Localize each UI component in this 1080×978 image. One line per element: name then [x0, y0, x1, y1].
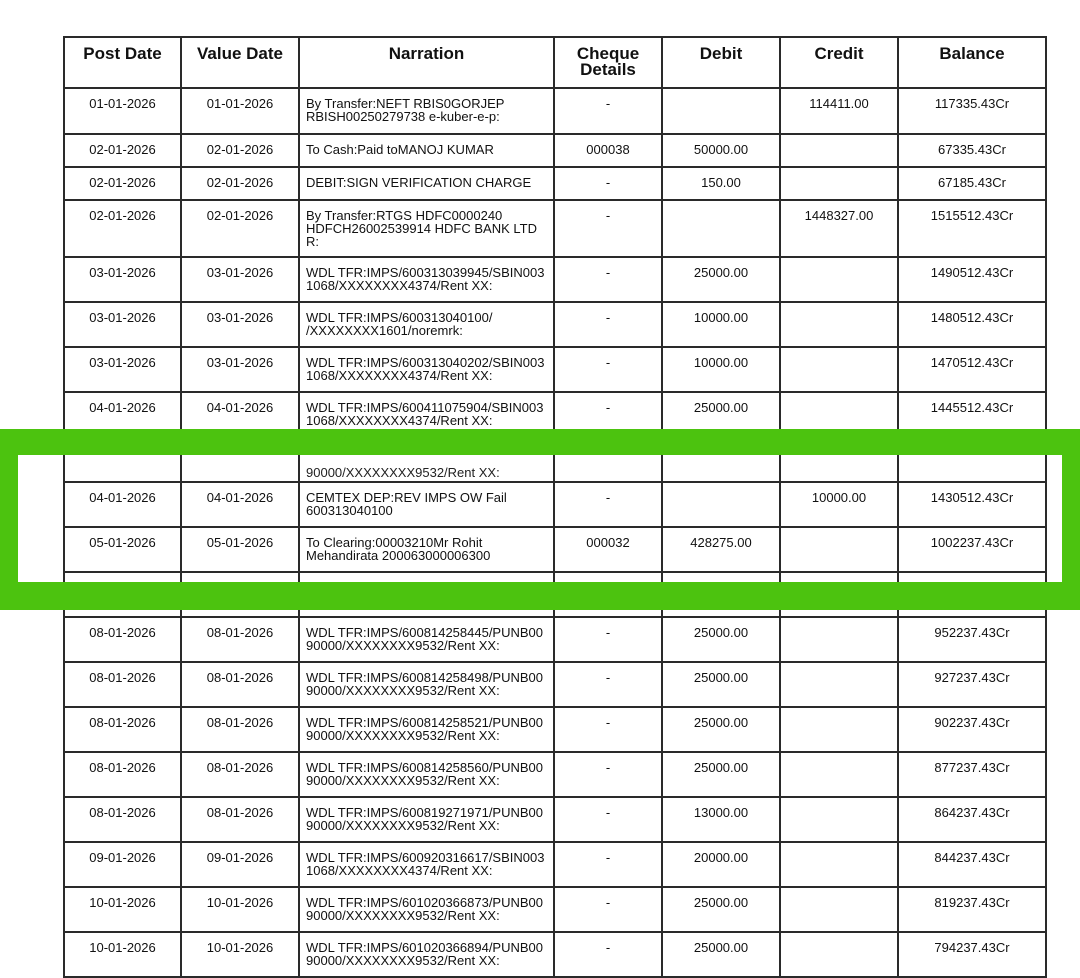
debit-cell: 25000.00: [662, 392, 780, 437]
credit-cell: [780, 347, 898, 392]
debit-cell: [662, 482, 780, 527]
debit-cell: 20000.00: [662, 842, 780, 887]
post-date-cell: 05-01-2026: [64, 527, 181, 572]
header-cheque-details: Cheque Details: [554, 37, 662, 88]
credit-cell: [780, 167, 898, 200]
credit-cell: [780, 257, 898, 302]
cheque-cell: -: [554, 842, 662, 887]
credit-cell: [780, 932, 898, 977]
debit-cell: 25000.00: [662, 887, 780, 932]
cheque-cell: -: [554, 88, 662, 134]
post-date-cell: 10-01-2026: [64, 887, 181, 932]
value-date-cell: 08-01-2026: [181, 707, 299, 752]
header-balance: Balance: [898, 37, 1046, 88]
table-cell: [64, 572, 181, 617]
debit-cell: 25000.00: [662, 617, 780, 662]
table-cell: [181, 437, 299, 482]
post-date-cell: 10-01-2026: [64, 932, 181, 977]
debit-cell: 10000.00: [662, 302, 780, 347]
balance-cell: 1515512.43Cr: [898, 200, 1046, 257]
balance-cell: 927237.43Cr: [898, 662, 1046, 707]
value-date-cell: 08-01-2026: [181, 617, 299, 662]
table-cell: [898, 572, 1046, 617]
table-header-row: [64, 37, 1046, 88]
credit-cell: [780, 302, 898, 347]
credit-cell: 10000.00: [780, 482, 898, 527]
narration-cell: WDL TFR:IMPS/600814258560/PUNB00 90000/XXXXXXXX9532/Rent XX:: [299, 752, 554, 797]
debit-cell: [662, 88, 780, 134]
narration-cell: To Cash:Paid toMANOJ KUMAR: [299, 134, 554, 167]
credit-cell: [780, 797, 898, 842]
balance-cell: 794237.43Cr: [898, 932, 1046, 977]
debit-cell: 25000.00: [662, 707, 780, 752]
post-date-cell: 01-01-2026: [64, 88, 181, 134]
value-date-cell: 08-01-2026: [181, 662, 299, 707]
balance-cell: 1430512.43Cr: [898, 482, 1046, 527]
credit-cell: [780, 887, 898, 932]
table-row: [64, 347, 1046, 392]
post-date-cell: 03-01-2026: [64, 257, 181, 302]
cheque-cell: -: [554, 200, 662, 257]
header-debit: Debit: [662, 37, 780, 88]
post-date-cell: 08-01-2026: [64, 707, 181, 752]
narration-cell: WDL TFR:IMPS/600814258498/PUNB00 90000/XXXXXXXX9532/Rent XX:: [299, 662, 554, 707]
narration-cell: To Clearing:00003210Mr Rohit Mehandirata 200063000006300: [299, 527, 554, 572]
table-row: [64, 302, 1046, 347]
credit-cell: [780, 527, 898, 572]
table-row: [64, 842, 1046, 887]
post-date-cell: 08-01-2026: [64, 662, 181, 707]
credit-cell: 114411.00: [780, 88, 898, 134]
value-date-cell: 03-01-2026: [181, 347, 299, 392]
value-date-cell: 02-01-2026: [181, 200, 299, 257]
cheque-cell: -: [554, 752, 662, 797]
table-cell: [554, 437, 662, 482]
cheque-cell: -: [554, 482, 662, 527]
balance-cell: 844237.43Cr: [898, 842, 1046, 887]
post-date-cell: 08-01-2026: [64, 617, 181, 662]
narration-cell: WDL TFR:IMPS/600814258521/PUNB00 90000/XXXXXXXX9532/Rent XX:: [299, 707, 554, 752]
balance-cell: 67185.43Cr: [898, 167, 1046, 200]
narration-cell: WDL TFR:IMPS/600814258445/PUNB00 90000/XXXXXXXX9532/Rent XX:: [299, 617, 554, 662]
narration-cell: 90000/XXXXXXXX9532/Rent XX:: [299, 437, 554, 482]
post-date-cell: 08-01-2026: [64, 752, 181, 797]
post-date-cell: 09-01-2026: [64, 842, 181, 887]
header-value-date: Value Date: [181, 37, 299, 88]
cheque-cell: -: [554, 167, 662, 200]
value-date-cell: 02-01-2026: [181, 134, 299, 167]
table-row: [64, 887, 1046, 932]
debit-cell: 428275.00: [662, 527, 780, 572]
table-row: [64, 392, 1046, 437]
value-date-cell: 03-01-2026: [181, 257, 299, 302]
table-row: [64, 797, 1046, 842]
value-date-cell: 04-01-2026: [181, 392, 299, 437]
debit-cell: 25000.00: [662, 932, 780, 977]
post-date-cell: 03-01-2026: [64, 302, 181, 347]
credit-cell: [780, 134, 898, 167]
cheque-cell: -: [554, 887, 662, 932]
table-cell: [662, 572, 780, 617]
post-date-cell: 03-01-2026: [64, 347, 181, 392]
transaction-table: [63, 36, 1047, 978]
cheque-cell: -: [554, 257, 662, 302]
table-cell: [662, 437, 780, 482]
debit-cell: 25000.00: [662, 257, 780, 302]
narration-cell: WDL TFR:IMPS/600313040100/ /XXXXXXXX1601/noremrk:: [299, 302, 554, 347]
credit-cell: [780, 392, 898, 437]
credit-cell: [780, 617, 898, 662]
post-date-cell: 02-01-2026: [64, 134, 181, 167]
cheque-cell: 000032: [554, 527, 662, 572]
table-row-hidden: [64, 572, 1046, 617]
table-cell: [780, 572, 898, 617]
balance-cell: 1445512.43Cr: [898, 392, 1046, 437]
value-date-cell: 10-01-2026: [181, 932, 299, 977]
cheque-cell: -: [554, 797, 662, 842]
cheque-cell: -: [554, 392, 662, 437]
header-credit: Credit: [780, 37, 898, 88]
narration-cell: CEMTEX DEP:REV IMPS OW Fail 600313040100: [299, 482, 554, 527]
header-narration: Narration: [299, 37, 554, 88]
value-date-cell: 08-01-2026: [181, 752, 299, 797]
credit-cell: [780, 707, 898, 752]
value-date-cell: 02-01-2026: [181, 167, 299, 200]
debit-cell: 50000.00: [662, 134, 780, 167]
balance-cell: 117335.43Cr: [898, 88, 1046, 134]
balance-cell: 952237.43Cr: [898, 617, 1046, 662]
narration-cell: By Transfer:RTGS HDFC0000240 HDFCH26002539914 HDFC BANK LTD R:: [299, 200, 554, 257]
balance-cell: 1490512.43Cr: [898, 257, 1046, 302]
narration-cell: By Transfer:NEFT RBIS0GORJEP RBISH00250279738 e-kuber-e-p:: [299, 88, 554, 134]
balance-cell: 1002237.43Cr: [898, 527, 1046, 572]
cheque-cell: 000038: [554, 134, 662, 167]
table-row: [64, 932, 1046, 977]
post-date-cell: 04-01-2026: [64, 482, 181, 527]
credit-cell: [780, 842, 898, 887]
table-cell: [299, 572, 554, 617]
cheque-cell: -: [554, 302, 662, 347]
cheque-cell: -: [554, 707, 662, 752]
credit-cell: [780, 662, 898, 707]
table-row: [64, 134, 1046, 167]
credit-cell: [780, 752, 898, 797]
value-date-cell: 01-01-2026: [181, 88, 299, 134]
balance-cell: 1480512.43Cr: [898, 302, 1046, 347]
table-row: [64, 482, 1046, 527]
table-row: [64, 200, 1046, 257]
table-cell: [554, 572, 662, 617]
balance-cell: 902237.43Cr: [898, 707, 1046, 752]
table-row: [64, 167, 1046, 200]
cheque-cell: -: [554, 347, 662, 392]
narration-cell: WDL TFR:IMPS/600313040202/SBIN003 1068/XXXXXXXX4374/Rent XX:: [299, 347, 554, 392]
narration-cell: WDL TFR:IMPS/600411075904/SBIN003 1068/XXXXXXXX4374/Rent XX:: [299, 392, 554, 437]
narration-cell: WDL TFR:IMPS/601020366873/PUNB00 90000/XXXXXXXX9532/Rent XX:: [299, 887, 554, 932]
value-date-cell: 04-01-2026: [181, 482, 299, 527]
debit-cell: 10000.00: [662, 347, 780, 392]
post-date-cell: 02-01-2026: [64, 200, 181, 257]
cheque-cell: -: [554, 932, 662, 977]
debit-cell: 25000.00: [662, 752, 780, 797]
table-row: [64, 88, 1046, 134]
narration-cell: WDL TFR:IMPS/600920316617/SBIN003 1068/XXXXXXXX4374/Rent XX:: [299, 842, 554, 887]
value-date-cell: 09-01-2026: [181, 842, 299, 887]
value-date-cell: 05-01-2026: [181, 527, 299, 572]
narration-cell: WDL TFR:IMPS/601020366894/PUNB00 90000/XXXXXXXX9532/Rent XX:: [299, 932, 554, 977]
narration-cell: DEBIT:SIGN VERIFICATION CHARGE: [299, 167, 554, 200]
table-cell: [898, 437, 1046, 482]
table-row: [64, 752, 1046, 797]
value-date-cell: 10-01-2026: [181, 887, 299, 932]
table-cell: [181, 572, 299, 617]
table-cell: [780, 437, 898, 482]
balance-cell: 1470512.43Cr: [898, 347, 1046, 392]
table-body: [64, 88, 1046, 977]
narration-cell: WDL TFR:IMPS/600313039945/SBIN003 1068/XXXXXXXX4374/Rent XX:: [299, 257, 554, 302]
table-row: [64, 527, 1046, 572]
debit-cell: [662, 200, 780, 257]
header-post-date: Post Date: [64, 37, 181, 88]
table-row: [64, 662, 1046, 707]
debit-cell: 25000.00: [662, 662, 780, 707]
cheque-cell: -: [554, 617, 662, 662]
post-date-cell: 04-01-2026: [64, 392, 181, 437]
post-date-cell: 02-01-2026: [64, 167, 181, 200]
cheque-cell: -: [554, 662, 662, 707]
table-row-partial: [64, 437, 1046, 482]
credit-cell: 1448327.00: [780, 200, 898, 257]
balance-cell: 877237.43Cr: [898, 752, 1046, 797]
balance-cell: 67335.43Cr: [898, 134, 1046, 167]
debit-cell: 13000.00: [662, 797, 780, 842]
debit-cell: 150.00: [662, 167, 780, 200]
balance-cell: 864237.43Cr: [898, 797, 1046, 842]
post-date-cell: 08-01-2026: [64, 797, 181, 842]
table-row: [64, 617, 1046, 662]
value-date-cell: 08-01-2026: [181, 797, 299, 842]
value-date-cell: 03-01-2026: [181, 302, 299, 347]
table-row: [64, 257, 1046, 302]
balance-cell: 819237.43Cr: [898, 887, 1046, 932]
narration-cell: WDL TFR:IMPS/600819271971/PUNB00 90000/XXXXXXXX9532/Rent XX:: [299, 797, 554, 842]
table-row: [64, 707, 1046, 752]
table-cell: [64, 437, 181, 482]
